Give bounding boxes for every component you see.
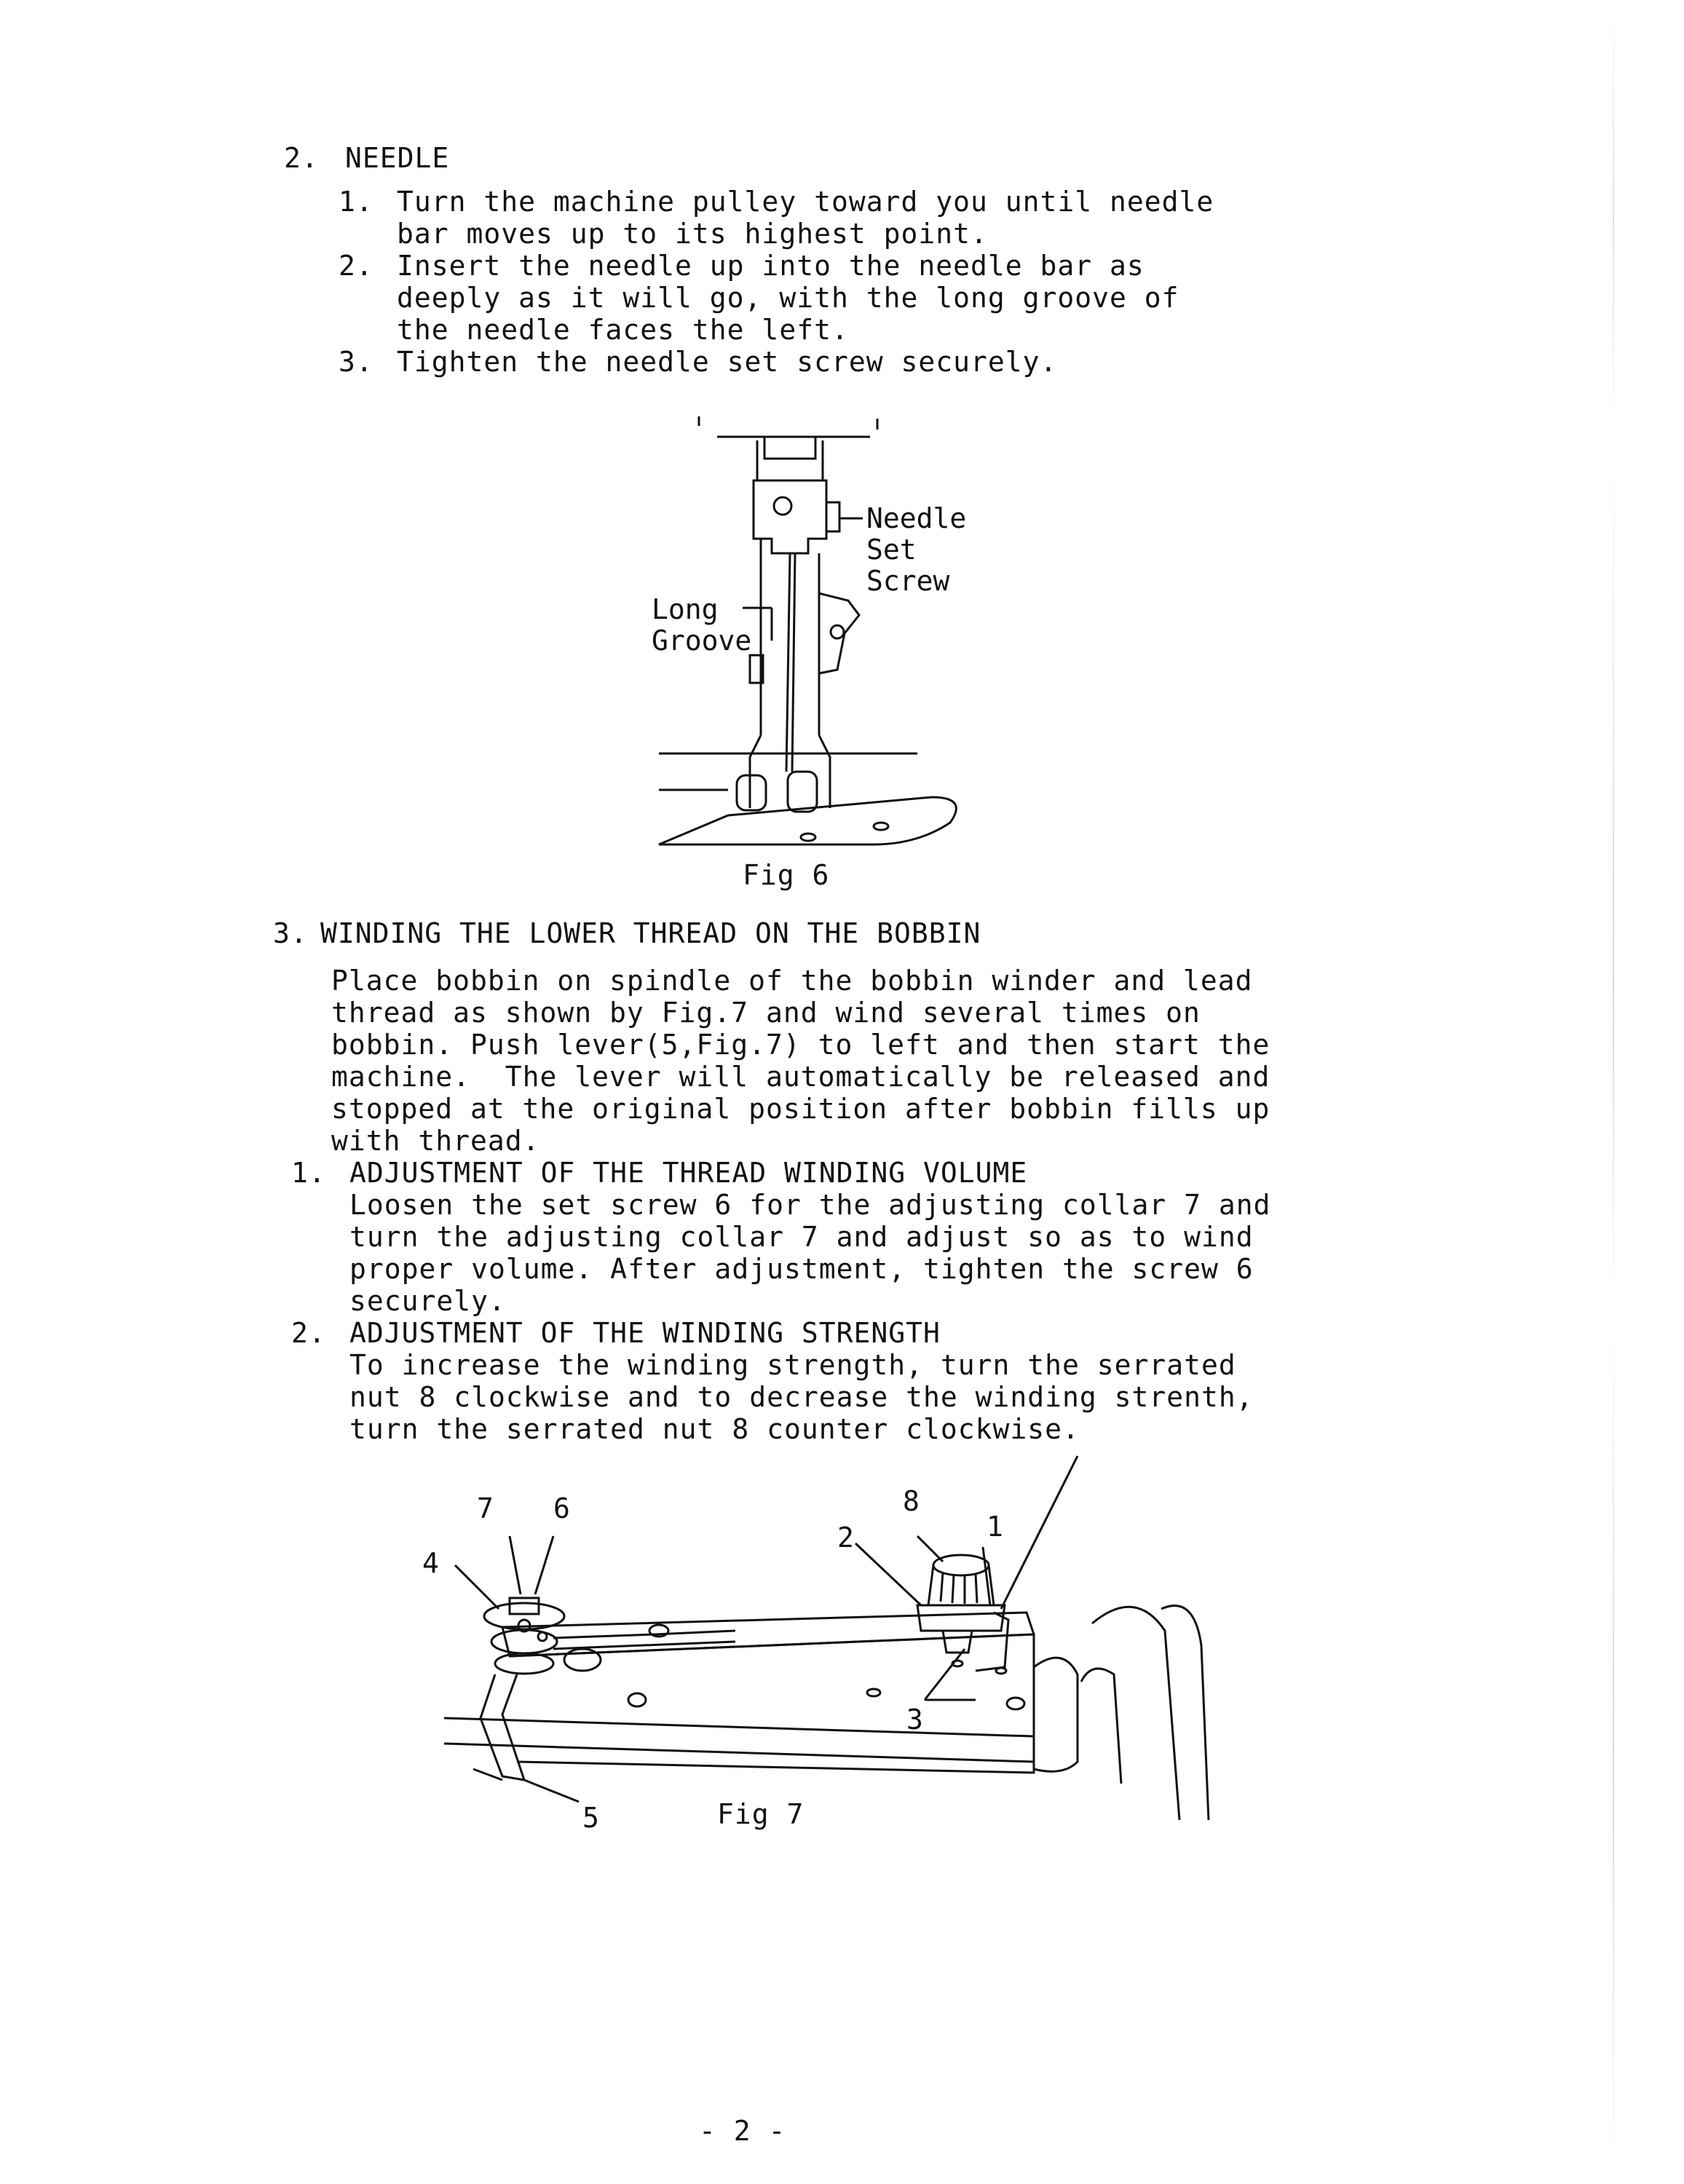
fig7-label-7: 7 [477,1492,494,1524]
volume-line-3: proper volume. After adjustment, tighten the screw 6 [349,1253,1254,1285]
bobbin-body-line-4: machine. The lever will automatically be released and [331,1061,1270,1093]
strength-line-1: To increase the winding strength, turn the serrated [349,1349,1236,1381]
volume-sub-number: 1. [291,1157,326,1189]
needle-step-3-line-1: Tighten the needle set screw securely. [397,346,1058,378]
needle-step-1-line-2: bar moves up to its highest point. [397,218,988,250]
fig7-caption: Fig 7 [717,1798,805,1830]
volume-sub-title: ADJUSTMENT OF THE THREAD WINDING VOLUME [349,1157,1028,1189]
strength-sub-number: 2. [291,1317,326,1349]
volume-line-1: Loosen the set screw 6 for the adjusting collar 7 and [349,1189,1271,1221]
fig6-label-long: Long [652,593,719,625]
needle-section-heading: NEEDLE [345,142,450,174]
bobbin-body-line-1: Place bobbin on spindle of the bobbin winder and lead [331,965,1253,997]
fig7-label-4: 4 [422,1547,439,1579]
fig7-label-1: 1 [987,1511,1003,1543]
strength-line-2: nut 8 clockwise and to decrease the winding strenth, [349,1381,1254,1413]
bobbin-section-heading: WINDING THE LOWER THREAD ON THE BOBBIN [320,917,981,949]
volume-line-2: turn the adjusting collar 7 and adjust so as to wind [349,1221,1254,1253]
needle-step-2-number: 2. [339,250,373,282]
fig7-label-5: 5 [582,1802,599,1834]
needle-step-1-line-1: Turn the machine pulley toward you until needle [397,186,1214,218]
fig7-label-3: 3 [906,1704,923,1736]
fig7-label-2: 2 [837,1522,854,1554]
page-number: - 2 - [699,2115,786,2147]
fig6-label-groove: Groove [652,625,752,657]
fig7-label-6: 6 [553,1492,570,1524]
needle-section-number: 2. [284,142,319,174]
bobbin-body-line-5: stopped at the original position after bobbin fills up [331,1093,1270,1125]
needle-step-2-line-2: deeply as it will go, with the long groove of [397,282,1179,314]
scan-edge-line [1613,0,1614,2184]
bobbin-body-line-6: with thread. [331,1125,540,1157]
needle-step-3-number: 3. [339,346,373,378]
fig6-label-needle: Needle [866,502,967,534]
fig6-caption: Fig 6 [743,859,830,891]
needle-step-2-line-1: Insert the needle up into the needle bar as [397,250,1145,282]
bobbin-body-line-2: thread as shown by Fig.7 and wind several times on [331,997,1201,1029]
bobbin-section-number: 3. [273,917,308,949]
fig7-label-8: 8 [903,1485,920,1517]
volume-line-4: securely. [349,1285,506,1317]
fig6-label-set: Set [866,534,917,566]
bobbin-body-line-3: bobbin. Push lever(5,Fig.7) to left and then start the [331,1029,1270,1061]
needle-step-2-line-3: the needle faces the left. [397,314,849,346]
strength-sub-title: ADJUSTMENT OF THE WINDING STRENGTH [349,1317,941,1349]
strength-line-3: turn the serrated nut 8 counter clockwise. [349,1413,1080,1445]
fig6-label-screw: Screw [866,565,950,597]
needle-step-1-number: 1. [339,186,373,218]
